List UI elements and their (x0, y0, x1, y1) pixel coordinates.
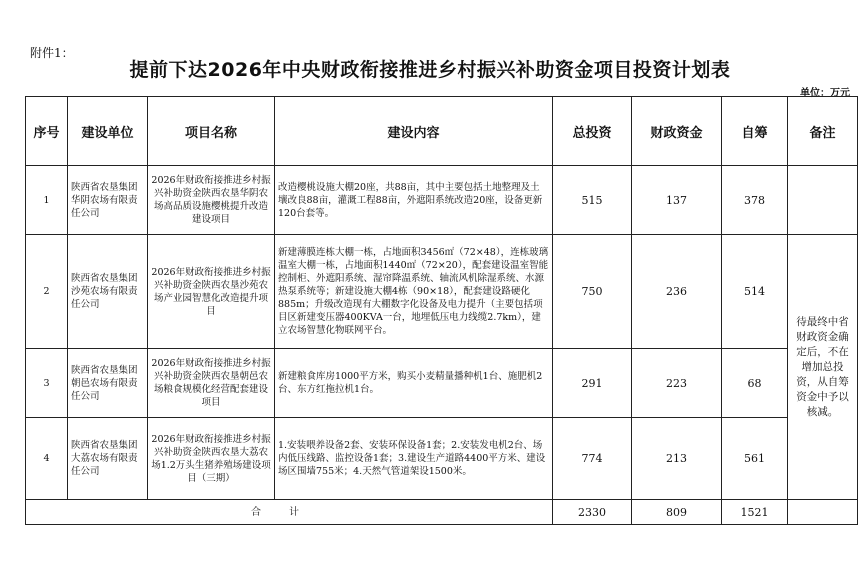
total-row (26, 500, 858, 525)
total-note-empty (788, 500, 858, 525)
header-total: 总投资 (553, 97, 632, 166)
row-total: 515 (553, 166, 632, 235)
header-fiscal: 财政资金 (632, 97, 722, 166)
total-fiscal: 809 (632, 500, 722, 525)
row-unit: 陕西省农垦集团朝邑农场有限责任公司 (68, 349, 148, 418)
row-fiscal: 137 (632, 166, 722, 235)
table-row (26, 349, 858, 418)
total-total: 2330 (553, 500, 632, 525)
header-seq: 序号 (26, 97, 68, 166)
row-fiscal: 223 (632, 349, 722, 418)
row-fiscal: 236 (632, 235, 722, 349)
header-project: 项目名称 (148, 97, 275, 166)
row-unit: 陕西省农垦集团华阴农场有限责任公司 (68, 166, 148, 235)
total-self: 1521 (722, 500, 788, 525)
row-content: 新建粮食库房1000平方米，购买小麦精量播种机1台、施肥机2台、东方红拖拉机1台。 (275, 349, 553, 418)
row-project: 2026年财政衔接推进乡村振兴补助资金陕西农垦朝邑农场粮食规模化经营配套建设项目 (148, 349, 275, 418)
row-content: 改造樱桃设施大棚20座，共88亩，其中主要包括土地整理及土壤改良88亩，灌溉工程88亩，外遮阳系统改造20座，设备更新120台套等。 (275, 166, 553, 235)
row-self: 378 (722, 166, 788, 235)
header-self: 自筹 (722, 97, 788, 166)
investment-plan-table (25, 96, 858, 525)
table-row (26, 166, 858, 235)
row-self: 68 (722, 349, 788, 418)
row-seq: 2 (26, 235, 68, 349)
header-unit: 建设单位 (68, 97, 148, 166)
row-fiscal: 213 (632, 418, 722, 500)
row-project: 2026年财政衔接推进乡村振兴补助资金陕西农垦华阴农场高品质设施樱桃提升改造建设项目 (148, 166, 275, 235)
row-self: 514 (722, 235, 788, 349)
unit-label: 单位：万元 (800, 88, 850, 99)
row-content: 1.安装喂养设备2套、安装环保设备1套；2.安装发电机2台、场内低压线路、监控设备1套；3.建设生产道路4400平方米、建设场区围墙755米；4.天然气管道架设1500米。 (275, 418, 553, 500)
row-note-empty (788, 166, 858, 235)
row-project: 2026年财政衔接推进乡村振兴补助资金陕西农垦大荔农场1.2万头生猪养殖场建设项目（三期） (148, 418, 275, 500)
page-title: 提前下达2026年中央财政衔接推进乡村振兴补助资金项目投资计划表 (129, 59, 731, 81)
row-project: 2026年财政衔接推进乡村振兴补助资金陕西农垦沙苑农场产业园智慧化改造提升项目 (148, 235, 275, 349)
table-row (26, 418, 858, 500)
row-content: 新建薄膜连栋大棚一栋，占地面积3456㎡（72×48），连栋玻璃温室大棚一栋，占地面积1440㎡（72×20），配套建设温室智能控制柜、外遮阳系统、湿帘降温系统、轴流风机除湿系统、水源热泵系统等；新建设施大棚4栋（90×18），配套建设路硬化885m；升级改造现有大棚数字化设备及电力提升（主要包括项目区新建变压器400KVA一台，地埋低压电力线缆2.7km），建立农场智慧化物联网平台。 (275, 235, 553, 349)
header-content: 建设内容 (275, 97, 553, 166)
row-note: 待最终中省财政资金确定后，不在增加总投资，从自筹资金中予以核减。 (788, 235, 858, 500)
row-seq: 3 (26, 349, 68, 418)
header-row (26, 97, 858, 166)
row-total: 750 (553, 235, 632, 349)
row-total: 774 (553, 418, 632, 500)
row-seq: 1 (26, 166, 68, 235)
row-seq: 4 (26, 418, 68, 500)
total-label: 合计 (26, 500, 553, 525)
header-note: 备注 (788, 97, 858, 166)
row-unit: 陕西省农垦集团沙苑农场有限责任公司 (68, 235, 148, 349)
row-unit: 陕西省农垦集团大荔农场有限责任公司 (68, 418, 148, 500)
table-row (26, 235, 858, 349)
row-self: 561 (722, 418, 788, 500)
attachment-label: 附件1： (30, 46, 74, 60)
row-total: 291 (553, 349, 632, 418)
